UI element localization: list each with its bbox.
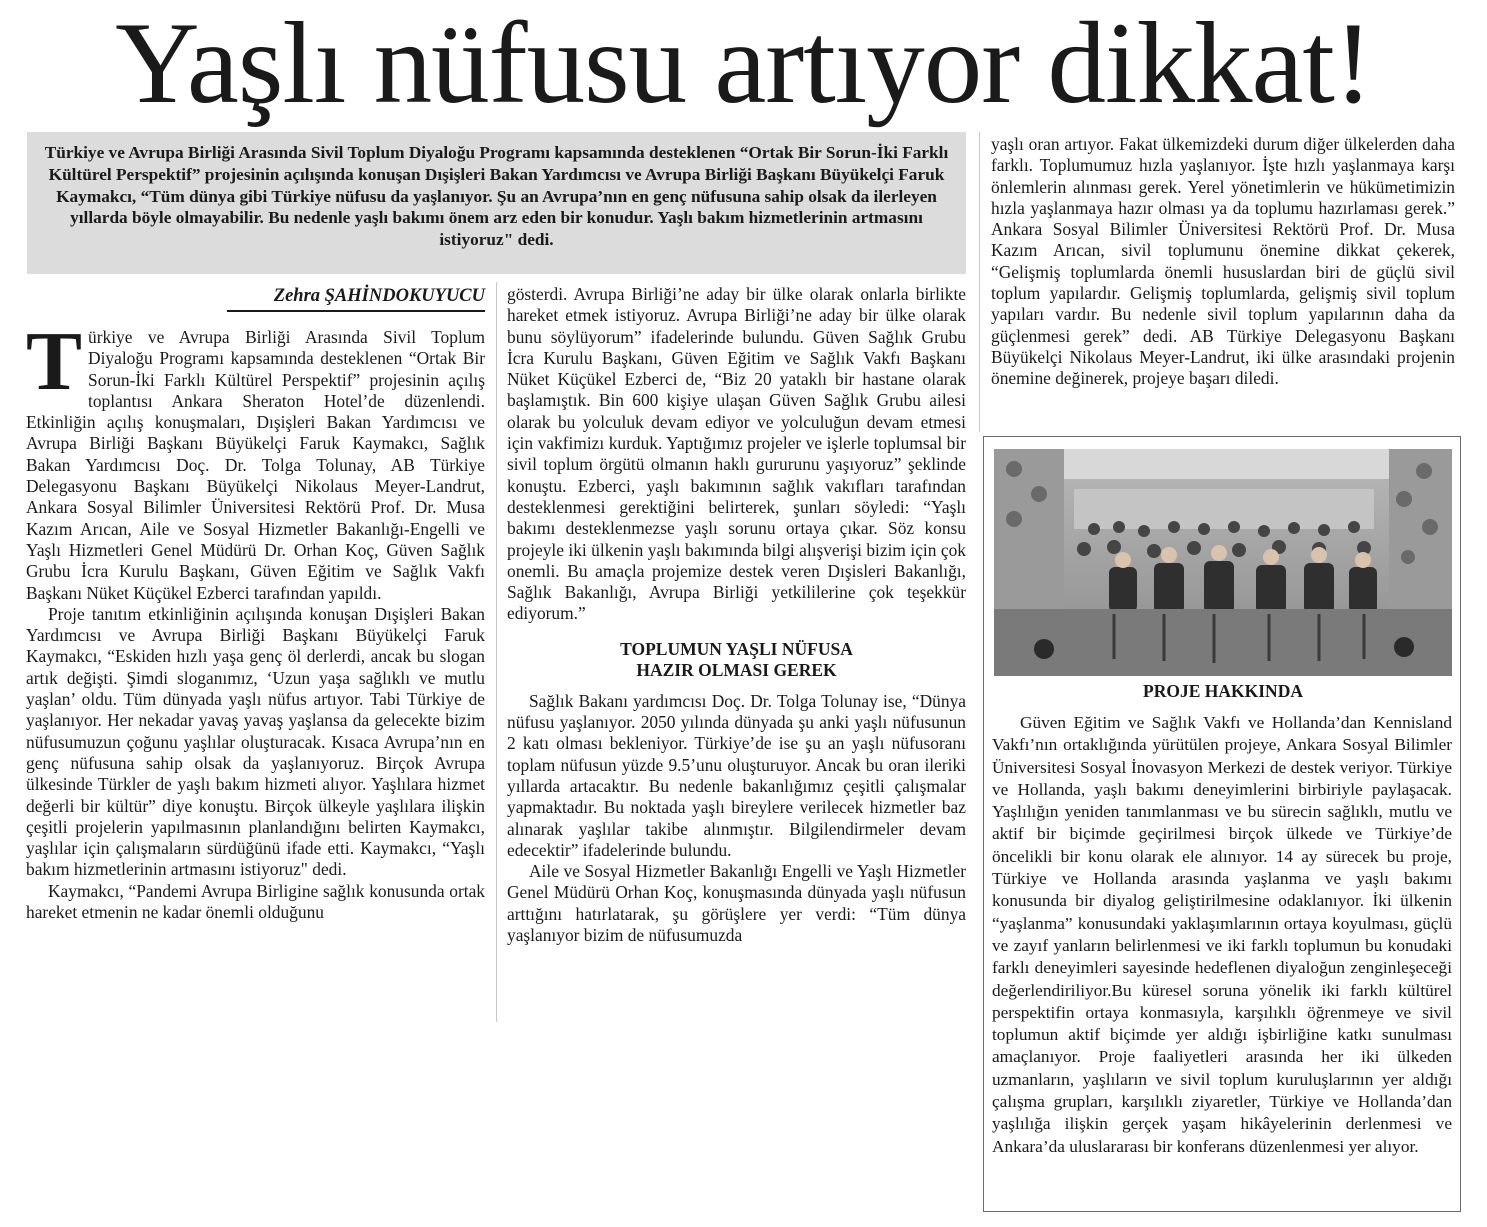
article-paragraph — [26, 315, 485, 604]
article-column-3 — [991, 134, 1455, 390]
subheading-line: TOPLUMUN YAŞLI NÜFUSA — [620, 638, 853, 659]
sidebar-box — [983, 436, 1461, 1212]
article-paragraph-text: ürkiye ve Avrupa Birliği Arasında Sivil Toplum Diyaloğu Programı kapsamında desteklenen “Ortak Bir Sorun-İki Farklı Kültürel Perspektif” projesinin açılış toplantısı Ankara Sheraton Hotel’de düzenlendi. Etkinliğin açılış konuşmaları, Dışişleri Bakan Yardımcısı ve Avrupa Birliği Başkanı Büyükelçi Faruk Kaymakcı, Sağlık Bakan Yardımcısı Doç. Dr. Tolga Tolunay, AB Türkiye Delegasyonu Başkanı Büyükelçi Nikolaus Meyer-Landrut, Ankara Sosyal Bilimler Üniversitesi Rektörü Prof. Dr. Musa Kazım Arıcan, Aile ve Sosyal Hizmetler Bakanlığı-Engelli ve Yaşlı Hizmetleri Genel Müdürü Dr. Orhan Koç, Güven Sağlık Grubu İcra Kurulu Başkanı, Güven Eğitim ve Sağlık Vakfı Başkanı Nüket Küçükel Ezberci tarafından yapıldı. — [26, 327, 485, 603]
sidebar-text-block — [992, 712, 1452, 1158]
column-divider — [496, 282, 497, 1022]
sidebar-paragraph: Güven Eğitim ve Sağlık Vakfı ve Hollanda’dan Kennisland Vakfı’nın ortaklığında yürütülen projeye, Ankara Sosyal Bilimler Üniversitesi Sosyal İnovasyon Merkezi de destek veriyor. Türkiye ve Hollanda, yaşlı bakımı deneyimlerini birbiriyle paylaşacak. Yaşlılığın yeniden tanımlanması ve bu sürecin sağlıklı, mutlu ve aktif bir biçimde geçirilmesi birçok ülkede ve Türkiye’de öncelikli bir konu olarak ele alınıyor. 14 ay sürecek bu proje, Türkiye ve Hollanda arasında yaşlanma ve yaşlı bakımı konusunda bir diyalog geliştirilmesine odaklanıyor. İki ülkenin “yaşlanma” konusundaki yaklaşımlarının ortaya koyulması, güçlü ve zayıf yanların belirlenmesi ve iki farklı toplumun bu konudaki farklı deneyimleri sayesinde hedeflenen diyaloğun zenginleşeceği değerlendiriliyor.Bu küresel soruna yönelik iki farklı kültürel perspektifin ortaya konmasıyla, karşılıklı öğrenmeye ve sivil toplumun aktif biçimde yer aldığı işbirliğine katkı sunulması amaçlanıyor. Proje faaliyetleri arasında her iki ülkeden uzmanların, yaşlıların ve sivil toplum kuruluşlarının yer aldığı çalışma grupları, karşılıklı ziyaretler, Türkiye ve Hollanda’dan yaşlılığa ilişkin gerçek yaşam hikâyelerinin derlenmesi ve Ankara’da uluslararası bir konferans düzenlenmesi yer alıyor. — [992, 713, 1452, 1156]
byline: Zehra ŞAHİNDOKUYUCU — [227, 284, 485, 312]
article-paragraph: Kaymakcı, “Pandemi Avrupa Birligine sağlık konusunda ortak hareket etmenin ne kadar önemli olduğunu — [26, 880, 485, 923]
article-paragraph: Sağlık Bakanı yardımcısı Doç. Dr. Tolga Tolunay ise, “Dünya nüfusu yaşlanıyor. 2050 yılında dünyada şu anki yaşlı nüfusunun 2 katı olması bekleniyor. Türkiye’de ise şu an yaşlı nüfusoranı toplam nüfusun yüzde 9.5’unu oluşturuyor. Ancak bu oran ileriki yıllarda artacaktır. Bu nedenle bakanlığımız çeşitli çalışmalar yapmaktadır. Bu noktada yaşlı bireylere verilecek hizmetler baz alınarak yaşlılar takibe alınmıştır. Bilgilendirmeler devam edecektir” ifadelerinde bulundu. — [507, 690, 966, 860]
article-paragraph: Aile ve Sosyal Hizmetler Bakanlığı Engelli ve Yaşlı Hizmetler Genel Müdürü Orhan Koç, konuşmasında dünyada yaşlı nüfusun arttığını hatırlatarak, şu görüşlere yer verdi: “Tüm dünya yaşlanıyor bizim de nüfusumuzda — [507, 861, 966, 946]
drop-cap: T — [26, 315, 83, 408]
lead-paragraph: Türkiye ve Avrupa Birliği Arasında Sivil Toplum Diyaloğu Programı kapsamında desteklenen “Ortak Bir Sorun-İki Farklı Kültürel Perspektif” projesinin açılışında konuşan Dışişleri Bakan Yardımcısı ve Avrupa Birliği Başkanı Büyükelçi Faruk Kaymakcı, “Tüm dünya gibi Türkiye nüfusu da yaşlanıyor. Şu an Avrupa’nın en genç nüfusuna sahip olsak da ilerleyen yıllarda böyle olmayabilir. Bu nedenle yaşlı bakımı önem arz eden bir konudur. Yaşlı bakım hizmetlerinin artmasını istiyoruz" dedi. — [27, 132, 966, 274]
sidebar-title: PROJE HAKKINDA — [1143, 681, 1303, 701]
subheading-line: HAZIR OLMASI GEREK — [636, 659, 837, 680]
photo-illustration — [994, 449, 1452, 676]
headline: Yaşlı nüfusu artıyor dikkat! — [115, 0, 1372, 128]
article-paragraph: gösterdi. Avrupa Birliği’ne aday bir ülke olarak onlarla birlikte hareket etmek istiyoruz. Avrupa Birliği’ne aday bir ülke olarak bunu söylüyorum” ifadelerinde bulundu. Güven Sağlık Grubu İcra Kurulu Başkanı, Güven Eğitim ve Sağlık Vakfı Başkanı Nüket Küçükel Ezberci de, “Biz 20 yataklı bir hastane olarak başlamıştık. Bin 600 kişiye ulaşan Güven Sağlık Grubu ailesi olarak bu yolculuk devam ediyor ve yolculuğun devam etmesi için vakfimizı kurduk. Yaptığımız projeler ve işlerle toplumsal bir sivil toplum örgütü olmanın haklı gururunu yaşıyoruz” şeklinde konuştu. Ezberci, yaşlı bakımının sağlık vakıfları tarafından desteklenmesi gerektiğini belirterek, şunları söyledi: “Yaşlı bakımı desteklenmezse yaşlı sorunu ortaya çıkar. Söz konsu projeyle iki ülkenin yaşlı bakımında bilgi alışverişi bizim için çok onemli. Bu amaçla projemize destek veren Dışisleri Bakanlığı, Sağlık Bakanlığı, Avrupa Birliği yetkililerine çok teşekkür ediyorum.” — [507, 284, 966, 624]
article-column-2 — [507, 284, 966, 946]
subheading — [507, 639, 966, 681]
article-column-1 — [26, 315, 485, 923]
conference-audience-photo — [994, 449, 1452, 676]
column-divider — [979, 132, 980, 432]
article-paragraph: yaşlı oran artıyor. Fakat ülkemizdeki durum diğer ülkelerden daha farklı. Toplumumuz hızla yaşlanıyor. İşte hızlı yaşlanmaya karşı önlemlerin alınması gerek. Yerel yönetimlerin ve hükümetimizin hızla yaşlanmaya hazır olması ya da toplumu hazırlaması gerek.” Ankara Sosyal Bilimler Üniversitesi Rektörü Prof. Dr. Musa Kazım Arıcan, sivil toplumunu önemine dikkat çekerek, “Gelişmiş toplumlarda önemli hususlardan biri de güçlü sivil toplum yapılardır. Gelişmiş toplumlarda, gelişmiş sivil toplum yapıları vardır. Bu nedenle sivil toplum yapılarının daha da güçlenmesi gerek” dedi. AB Türkiye Delegasyonu Başkanı Büyükelçi Nikolaus Meyer-Landrut, iki ülke arasındaki projenin önemine değinerek, projeye başarı diledi. — [991, 134, 1455, 389]
article-paragraph: Proje tanıtım etkinliğinin açılışında konuşan Dışişleri Bakan Yardımcısı ve Avrupa Birliği Başkanı Büyükelçi Faruk Kaymakcı, “Eskiden hızlı yaşa genç öl derlerdi, ancak bu slogan artık değişti. Şimdi sloganımız, ‘Uzun yaşa sağlıklı ve mutlu yaşlan’ oldu. Tüm dünyada yaşlı nüfus artıyor. Tabi Türkiye de yaşlanıyor. Her nekadar yavaş yavaş yaşlansa da gelecekte bizim nüfusumuzun çoğunu yaşlılar oluşturacak. Kısaca Avrupa’nın en genç nüfusuna sahip olsak da yaşlanıyoruz. Birçok Avrupa ülkesinde Türkler de yaşlı bakım hizmeti alıyor. Yaşlılara hizmet değerli bir kültür” diye konuştu. Birçok ülkeyle yaşlılara ilişkin çeşitli projelerin yapılmasının planlandığını belirten Kaymakcı, yaşlılar için çalışmaların sürdüğünü ifade etti. Kaymakcı, “Yaşlı bakım hizmetlerinin artmasını istiyoruz" dedi. — [26, 603, 485, 880]
